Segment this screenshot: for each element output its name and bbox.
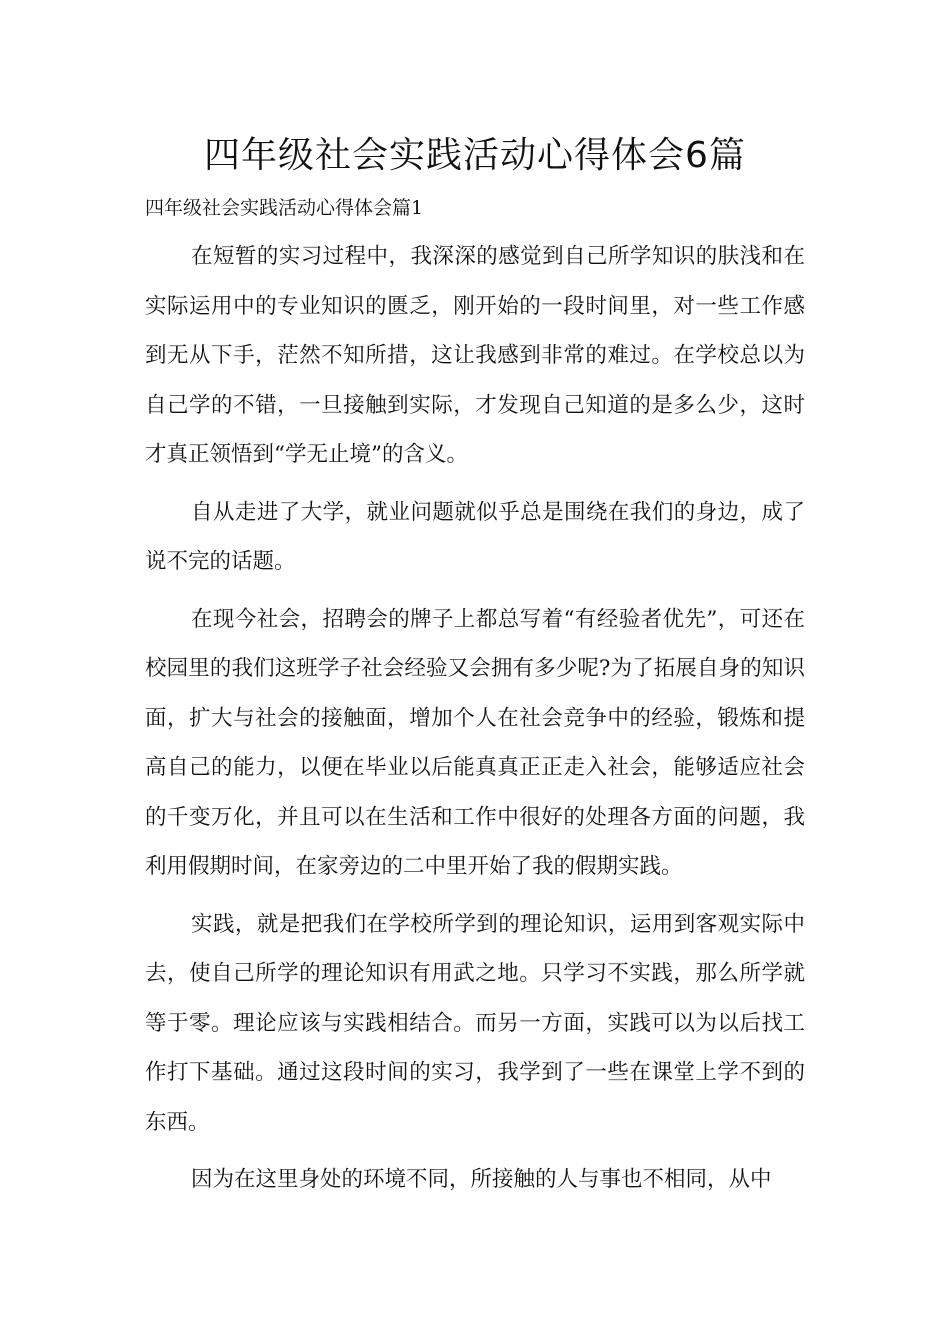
paragraph-1: 在短暂的实习过程中，我深深的感觉到自己所学知识的肤浅和在实际运用中的专业知识的匮乏，刚开始的一段时间里，对一些工作感到无从下手，茫然不知所措，这让我感到非常的难过。在学校总以为自己学的不错，一旦接触到实际，才发现自己知道的是多么少，这时才真正领悟到“学无止境”的含义。 <box>145 244 805 467</box>
paragraph-5: 因为在这里身处的环境不同，所接触的人与事也不相同，从中 <box>191 1167 772 1192</box>
paragraph-2: 自从走进了大学，就业问题就似乎总是围绕在我们的身边，成了说不完的话题。 <box>145 499 805 574</box>
paragraph-4: 实践，就是把我们在学校所学到的理论知识，运用到客观实际中去，使自己所学的理论知识有用武之地。只学习不实践，那么所学就等于零。理论应该与实践相结合。而另一方面，实践可以为以后找工作打下基础。通过这段时间的实习，我学到了一些在课堂上学不到的东西。 <box>145 911 805 1135</box>
paragraph-3: 在现今社会，招聘会的牌子上都总写着“有经验者优先”，可还在校园里的我们这班学子社会经验又会拥有多少呢?为了拓展自身的知识面，扩大与社会的接触面，增加个人在社会竞争中的经验，锻炼和提高自己的能力，以便在毕业以后能真真正正走入社会，能够适应社会的千变万化，并且可以在生活和工作中很好的处理各方面的问题，我利用假期时间，在家旁边的二中里开始了我的假期实践。 <box>145 606 805 879</box>
document-title: 四年级社会实践活动心得体会6篇 <box>204 135 746 176</box>
section-heading: 四年级社会实践活动心得体会篇1 <box>145 197 424 219</box>
